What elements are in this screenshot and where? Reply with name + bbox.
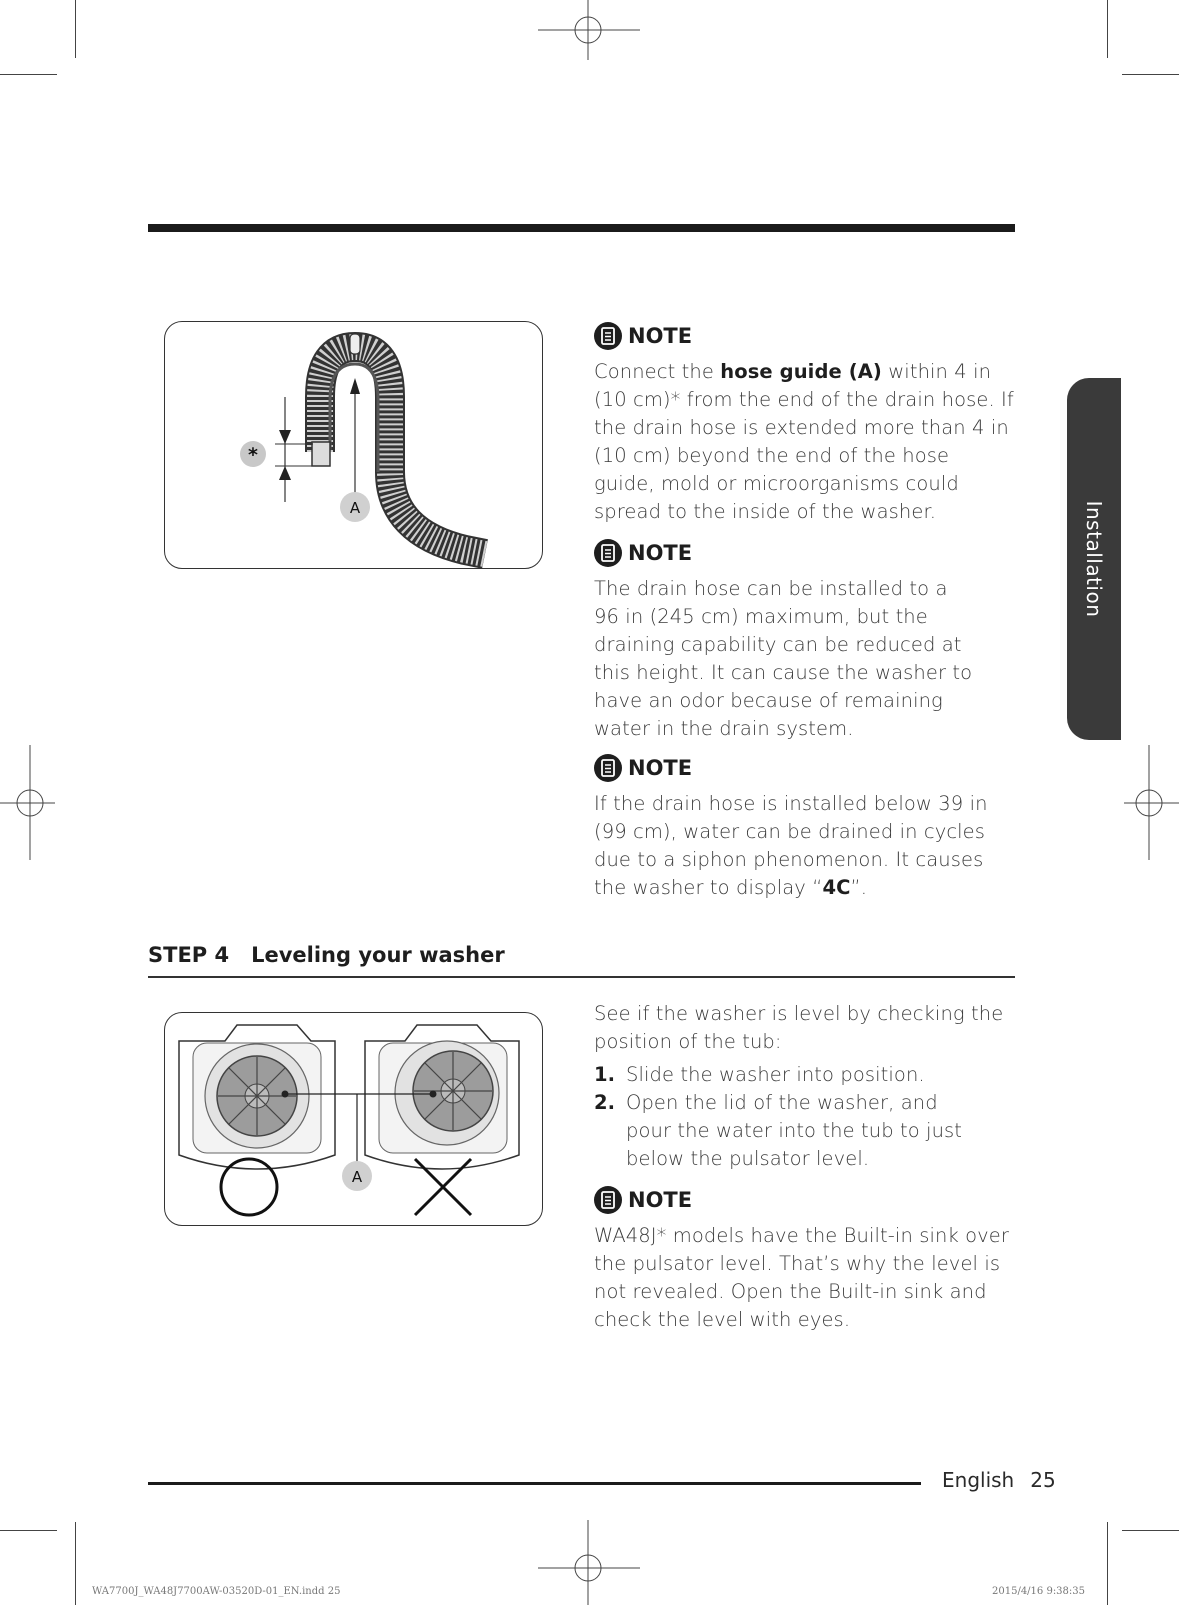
note-heading: NOTE — [628, 756, 693, 780]
footer-language: English — [942, 1468, 1015, 1492]
list-number: 1. — [594, 1063, 616, 1086]
list-number: 2. — [594, 1091, 616, 1114]
note-text-part: within 4 in (10 cm)* from the end of the drain hose. If the drain hose is extended more than 4 in (10 cm) beyond the end of the hose guide, mold or microorganisms could spread to the inside of the washer. — [594, 360, 1014, 523]
note-heading: NOTE — [628, 324, 693, 348]
section-tab-label: Installation — [1082, 500, 1106, 618]
step-intro: See if the washer is level by checking the position of the tub: — [594, 1002, 1004, 1053]
page-footer — [942, 1468, 1056, 1492]
registration-mark-bottom — [530, 1520, 650, 1605]
note-icon — [594, 539, 622, 567]
note-heading: NOTE — [628, 1188, 693, 1212]
registration-mark-left — [0, 745, 60, 865]
note-heading: NOTE — [628, 541, 693, 565]
page-number: 25 — [1030, 1468, 1056, 1492]
note-icon — [594, 322, 622, 350]
note-siphon — [594, 754, 1014, 902]
leveling-drawing — [165, 1013, 542, 1225]
label-a: A — [351, 1168, 363, 1186]
leveling-illustration — [164, 1012, 543, 1226]
star-label: * — [248, 444, 258, 466]
note-text-part: ”. — [850, 876, 868, 899]
hose-guide-illustration — [164, 321, 543, 569]
print-timestamp: 2015/4/16 9:38:35 — [992, 1586, 1086, 1597]
print-filename: WA7700J_WA48J7700AW-03520D-01_EN.indd 25 — [92, 1586, 341, 1597]
footer-rule — [148, 1482, 921, 1485]
list-text: Slide the washer into position. — [626, 1063, 925, 1086]
list-item — [594, 1089, 1014, 1173]
step-heading — [148, 943, 505, 967]
step-rule — [148, 976, 1015, 978]
note-text-part: Connect the — [594, 360, 721, 383]
note-icon — [594, 1186, 622, 1214]
note-hose-guide — [594, 322, 1014, 526]
note-icon — [594, 754, 622, 782]
note-text: WA48J* models have the Built-in sink over the pulsator level. That’s why the level is not revealed. Open the Built-in sink and check the level with eyes. — [594, 1224, 1010, 1331]
error-code: 4C — [822, 876, 851, 899]
note-max-height — [594, 539, 974, 743]
hose-guide-drawing — [165, 322, 542, 568]
list-item — [594, 1061, 1014, 1089]
note-text — [594, 358, 1014, 526]
label-a: A — [349, 499, 361, 517]
note-text-part: If the drain hose is installed below 39 in (99 cm), water can be drained in cycles due to a siphon phenomenon. It causes the washer to display “ — [594, 792, 988, 899]
step-title: Leveling your washer — [251, 943, 505, 967]
note-text — [594, 790, 1014, 902]
note-text: The drain hose can be installed to a 96 in (245 cm) maximum, but the draining capability can be reduced at this height. It can cause the washer to have an odor because of remaining water in the drain system. — [594, 577, 973, 740]
step-number: STEP 4 — [148, 943, 230, 967]
section-tab — [1067, 378, 1121, 740]
registration-mark-top — [530, 0, 650, 70]
step-list — [594, 1061, 1014, 1173]
header-rule — [148, 224, 1015, 232]
registration-mark-right — [1118, 745, 1179, 865]
hose-guide-term: hose guide (A) — [720, 360, 882, 383]
list-text: Open the lid of the washer, and pour the water into the tub to just below the pulsator level. — [626, 1091, 963, 1170]
note-built-in-sink — [594, 1186, 1014, 1334]
